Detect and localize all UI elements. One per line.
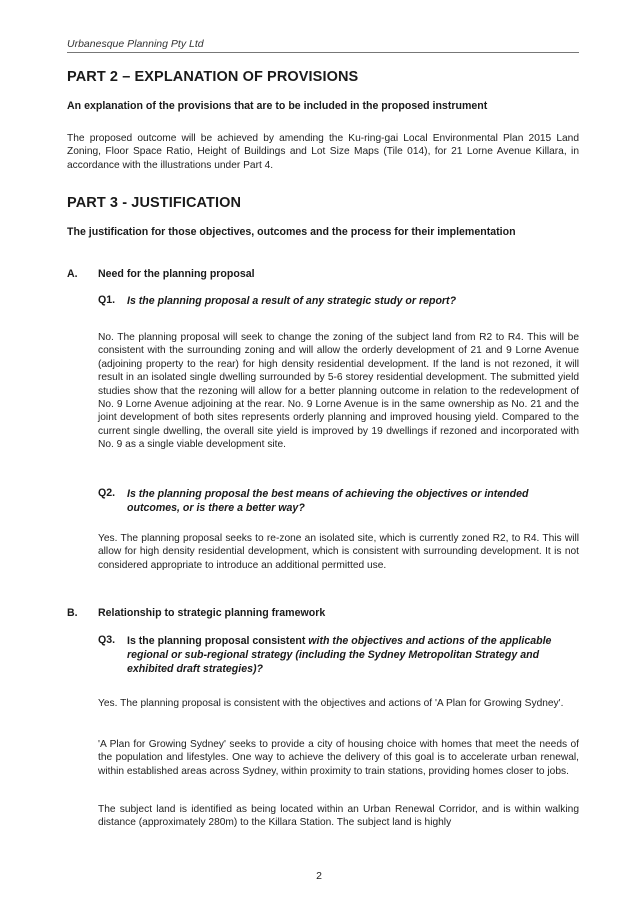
part2-subtitle: An explanation of the provisions that are to be included in the proposed instrument xyxy=(67,100,488,112)
part3-title: PART 3 - JUSTIFICATION xyxy=(67,195,242,211)
section-a-title: Need for the planning proposal xyxy=(98,268,255,280)
q3-question-italic: with the objectives and actions of the applicable regional or sub-regional strategy (including the Sydney Metropolitan Strategy and exhibited draft strategies)? xyxy=(127,635,552,675)
q3-answer-3: The subject land is identified as being located within an Urban Renewal Corridor, and is within walking distance (approximately 280m) to the Killara Station. The subject land is highly xyxy=(98,804,579,829)
section-b-title: Relationship to strategic planning framework xyxy=(98,607,326,619)
q2-question: Is the planning proposal the best means of achieving the objectives or intended outcomes, or is there a better way? xyxy=(127,488,529,514)
part2-title: PART 2 – EXPLANATION OF PROVISIONS xyxy=(67,69,359,85)
q3-answer-2: 'A Plan for Growing Sydney' seeks to provide a city of housing choice with homes that meet the needs of the population and lifestyles. One way to achieve the delivery of this goal is to accelerate urban renewal, within established areas across Sydney, within proximity to train stations, providing homes closer to jobs. xyxy=(98,739,579,777)
section-b-letter: B. xyxy=(67,607,78,619)
section-a-letter: A. xyxy=(67,268,78,280)
q3-answer-1: Yes. The planning proposal is consistent with the objectives and actions of 'A Plan for Growing Sydney'. xyxy=(98,698,564,709)
q2-number: Q2. xyxy=(98,487,116,499)
q3-number: Q3. xyxy=(98,634,116,646)
part2-paragraph: The proposed outcome will be achieved by amending the Ku-ring-gai Local Environmental Plan 2015 Land Zoning, Floor Space Ratio, Height of Buildings and Lot Size Maps (Tile 014), for 21 Lorne Avenue Killara, in accordance with the illustrations under Part 4. xyxy=(67,133,579,171)
q3-question-plain: Is the planning proposal consistent xyxy=(127,635,309,647)
page-number: 2 xyxy=(316,870,322,882)
q2-answer: Yes. The planning proposal seeks to re-zone an isolated site, which is currently zoned R2, to R4. This will allow for high density residential development, which is consistent with surrounding development. It is not considered appropriate to introduce an additional permitted use. xyxy=(98,533,579,571)
q1-answer: No. The planning proposal will seek to change the zoning of the subject land from R2 to R4. This will be consistent with the surrounding zoning and will allow the orderly development of 21 and 9 Lorne Avenue (adjoining property to the rear) for high density residential development. If the land is not rezoned, it will result in an isolated single dwelling surrounded by 5-6 storey residential development. The submitted yield studies show that the rezoning will allow for a better planning outcome in relation to the redevelopment of No. 9 Lorne Avenue adjoining at the rear. No. 9 Lorne Avenue is in the same ownership as No. 21 and the joint development of both sites represents orderly planning and improved housing yield. Compared to the current single dwelling, the overall site yield is improved by 19 dwellings if rezoned and incorporated with No. 9 as a single viable development site. xyxy=(98,332,579,451)
document-header: Urbanesque Planning Pty Ltd xyxy=(67,38,579,53)
part3-subtitle: The justification for those objectives, outcomes and the process for their implementation xyxy=(67,226,516,238)
q1-number: Q1. xyxy=(98,294,116,306)
q1-question: Is the planning proposal a result of any strategic study or report? xyxy=(127,295,457,307)
q3-question xyxy=(127,634,579,676)
